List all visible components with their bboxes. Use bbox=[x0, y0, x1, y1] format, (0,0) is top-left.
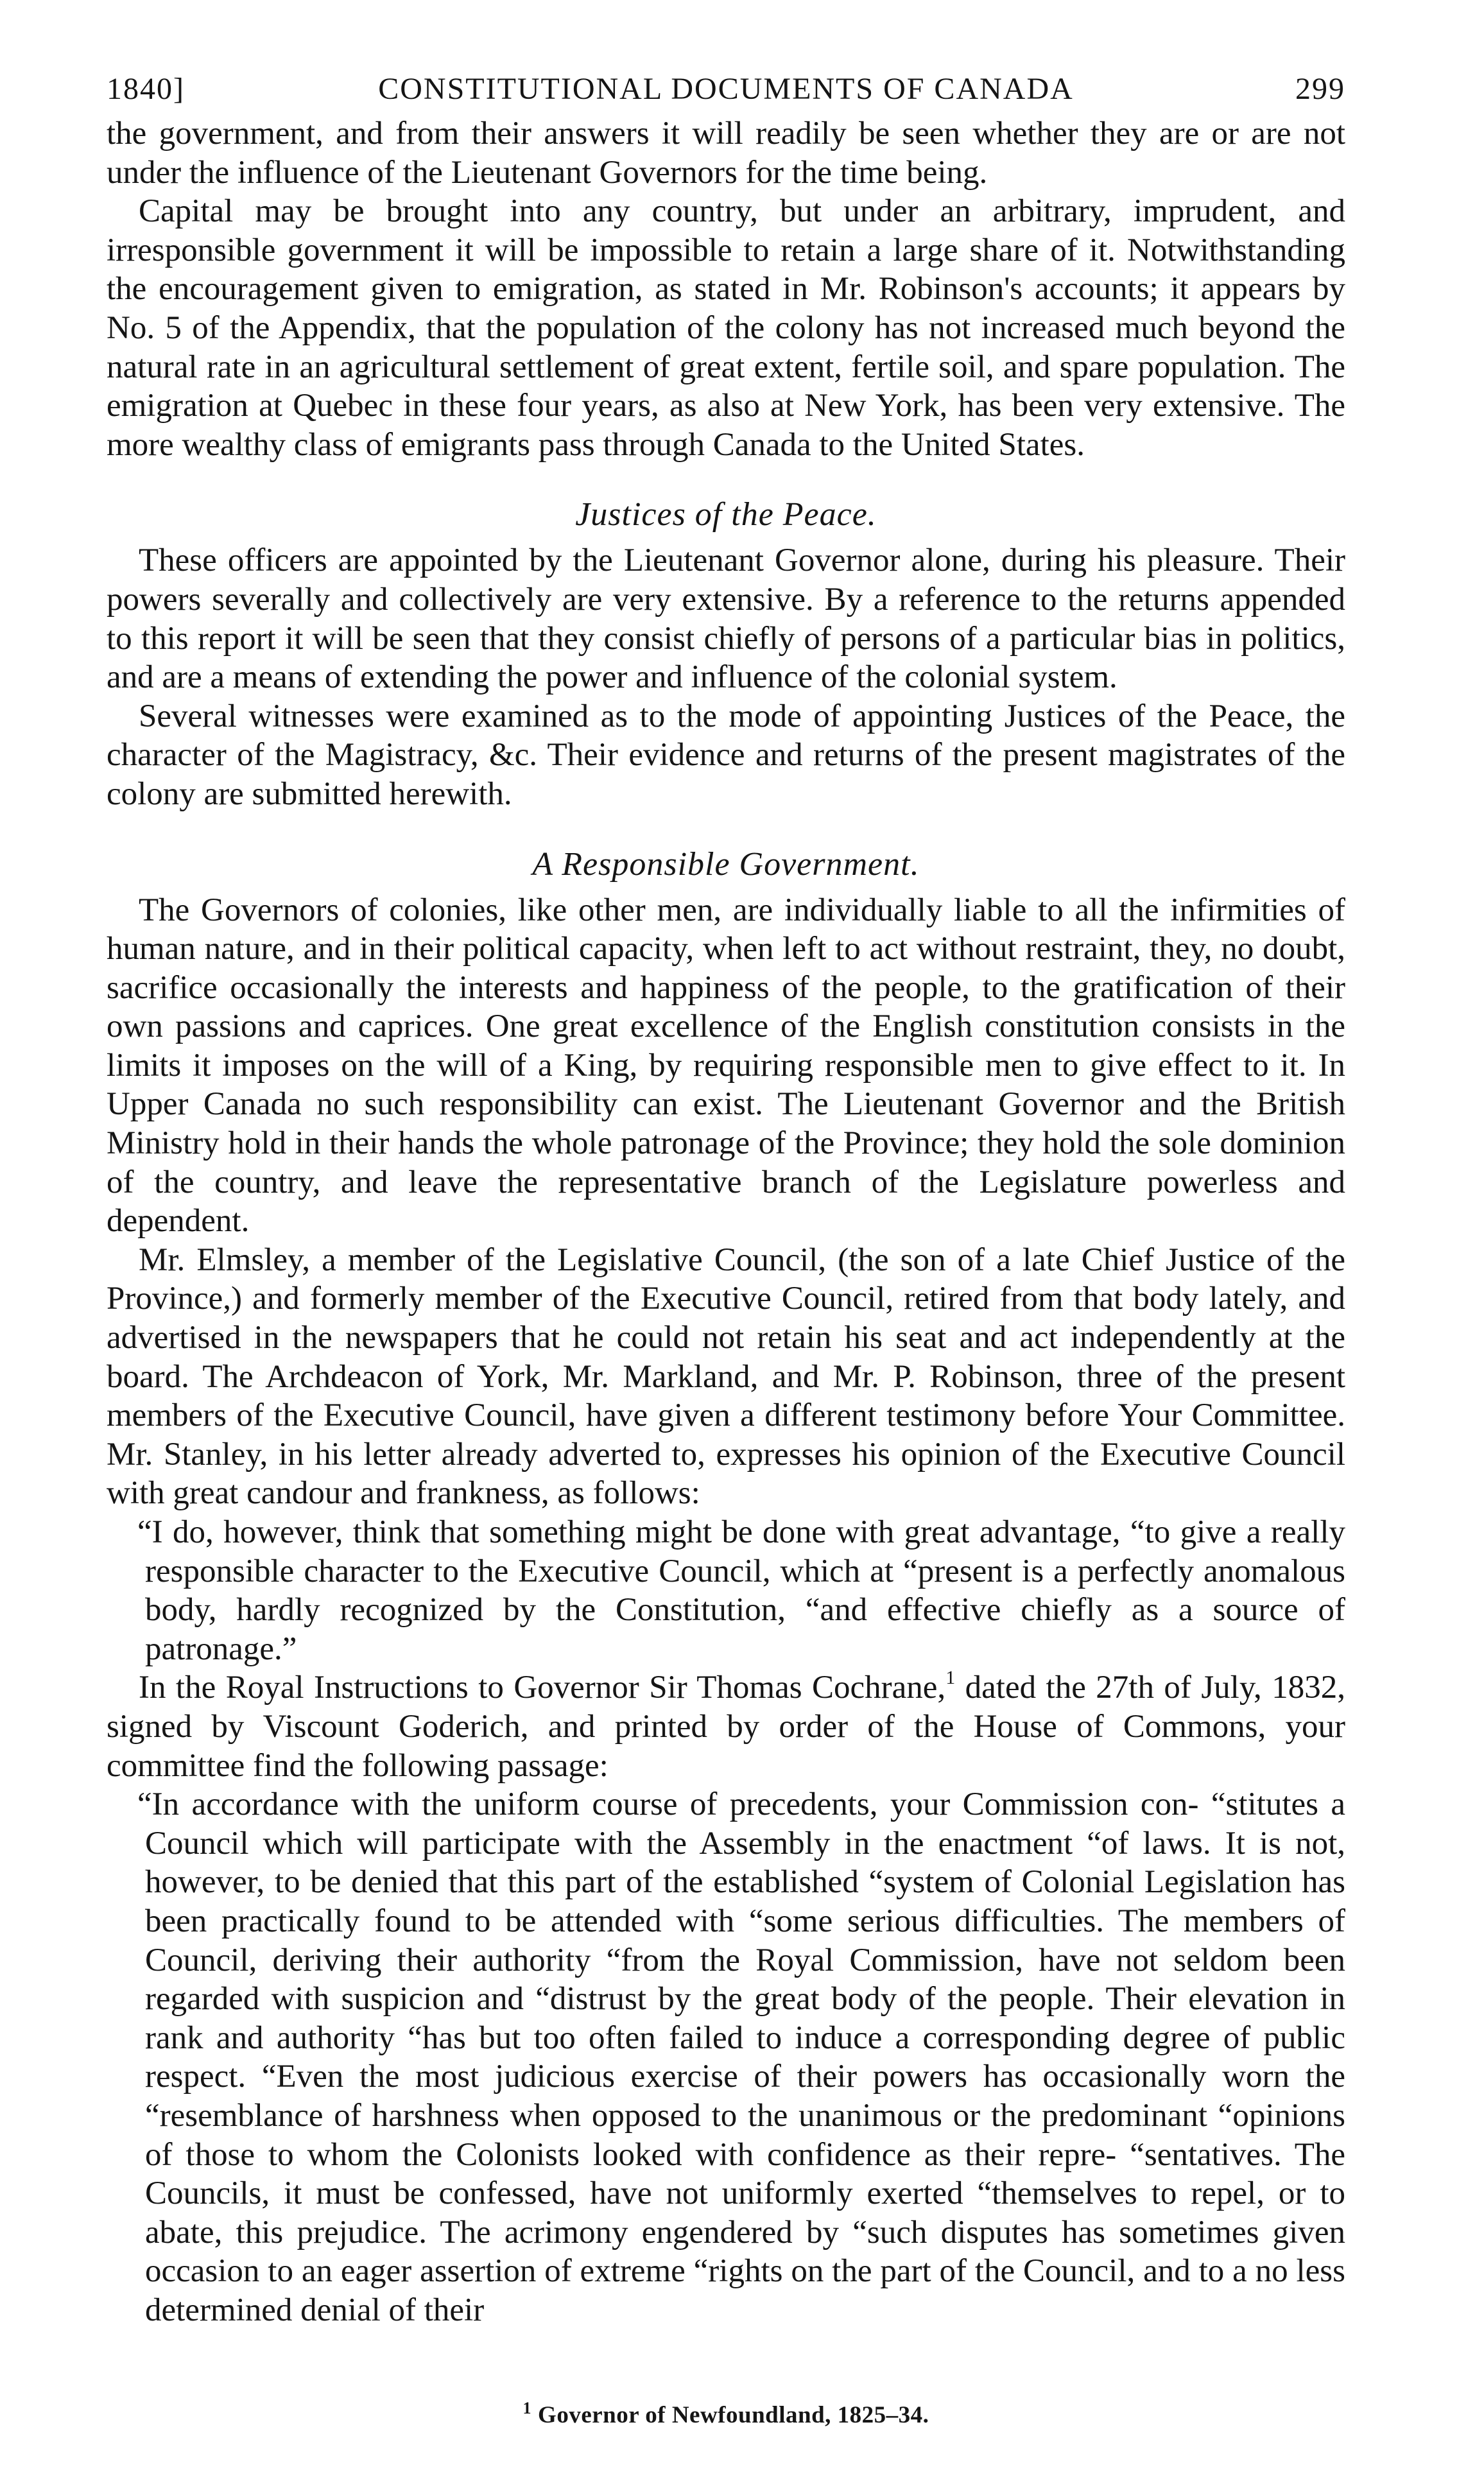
running-header bbox=[107, 67, 1345, 112]
header-title: CONSTITUTIONAL DOCUMENTS OF CANADA bbox=[378, 72, 1074, 106]
royal-instructions-text-cont: dated the 27th of July, 1832, signed by Viscount Goderich, and printed by order of the House of Commons, your committee find the following passage: bbox=[107, 1670, 1345, 1784]
paragraph-justices-witnesses: Several witnesses were examined as to the mode of appointing Justices of the Peace, the character of the Magistracy, &c. Their evidence and returns of the present magistrates of the colony are submitted herewith. bbox=[107, 698, 1345, 812]
header-year: 1840] bbox=[107, 72, 185, 106]
quotation-stanley: “I do, however, think that something might be done with great advantage, “to give a really responsible character to the Executive Council, which at “present is a perfectly anomalous body, hardly recognized by the Constitution, “and effective chiefly as a source of patronage.” bbox=[137, 1514, 1345, 1667]
page-number: 299 bbox=[1295, 72, 1345, 106]
footnote bbox=[107, 2399, 1345, 2432]
section-heading-responsible: A Responsible Government. bbox=[532, 845, 920, 883]
royal-instructions-text: In the Royal Instructions to Governor Sir Thomas Cochrane, bbox=[139, 1670, 946, 1706]
paragraph-elmsley: Mr. Elmsley, a member of the Legislative Council, (the son of a late Chief Justice of the Province,) and formerly member of the Executive Council, retired from that body lately, and advertised in the newspapers that he could not retain his seat and act independently at the board. The Archdeacon of York, Mr. Markland, and Mr. P. Robinson, three of the present members of the Executive Council, have given a different testimony before Your Committee. Mr. Stanley, in his letter already adverted to, expresses his opinion of the Executive Council with great candour and frankness, as follows: bbox=[107, 1241, 1345, 1512]
body-text bbox=[107, 114, 1345, 2329]
section-heading-justices: Justices of the Peace. bbox=[575, 496, 877, 533]
paragraph-continued: the government, and from their answers it will readily be seen whether they are or are not under the influence of the Lieutenant Governors for the time being. bbox=[107, 116, 1345, 191]
footnote-text: Governor of Newfoundland, 1825–34. bbox=[538, 2402, 929, 2428]
footnote-reference[interactable]: 1 bbox=[945, 1667, 956, 1689]
paragraph-capital: Capital may be brought into any country, but under an arbitrary, imprudent, and irresponsible government it will be impossible to retain a large share of it. Notwithstanding the encouragement given to emigration, as stated in Mr. Robinson's accounts; it appears by No. 5 of the Appendix, that the population of the colony has not increased much beyond the natural rate in an agricultural settlement of great extent, fertile soil, and spare population. The emigration at Quebec in these four years, as also at New York, has been very extensive. The more wealthy class of emigrants pass through Canada to the United States. bbox=[107, 193, 1345, 463]
footnote-mark: 1 bbox=[522, 2399, 532, 2417]
paragraph-royal-instructions bbox=[107, 1668, 1345, 1785]
paragraph-justices-officers: These officers are appointed by the Lieutenant Governor alone, during his pleasure. Their powers severally and collectively are very extensive. By a reference to the returns appended to this report it will be seen that they consist chiefly of persons of a particular bias in politics, and are a means of extending the power and influence of the colonial system. bbox=[107, 542, 1345, 696]
quotation-goderich: “In accordance with the uniform course of precedents, your Commission con- “stitutes a Council which will participate with the Assembly in the enactment “of laws. It is not, however, to be denied that this part of the established “system of Colonial Legislation has been practically found to be attended with “some serious difficulties. The members of Council, deriving their authority “from the Royal Commission, have not seldom been regarded with suspicion and “distrust by the great body of the people. Their elevation in rank and authority “has but too often failed to induce a corresponding degree of public respect. “Even the most judicious exercise of their powers has occasionally worn the “resemblance of harshness when opposed to the unanimous or the predominant “opinions of those to whom the Colonists looked with confidence as their repre- “sentatives. The Councils, it must be confessed, have not uniformly exerted “themselves to repel, or to abate, this prejudice. The acrimony engendered by “such disputes has sometimes given occasion to an eager assertion of extreme “rights on the part of the Council, and to a no less determined denial of their bbox=[137, 1786, 1345, 2328]
paragraph-governors: The Governors of colonies, like other men, are individually liable to all the infirmities of human nature, and in their political capacity, when left to act without restraint, they, no doubt, sacrifice occasionally the interests and happiness of the people, to the gratification of their own passions and caprices. One great excellence of the English constitution consists in the limits it imposes on the will of a King, by requiring responsible men to give effect to it. In Upper Canada no such responsibility can exist. The Lieutenant Governor and the British Ministry hold in their hands the whole patronage of the Province; they hold the sole dominion of the country, and leave the representative branch of the Legislature powerless and dependent. bbox=[107, 892, 1345, 1240]
